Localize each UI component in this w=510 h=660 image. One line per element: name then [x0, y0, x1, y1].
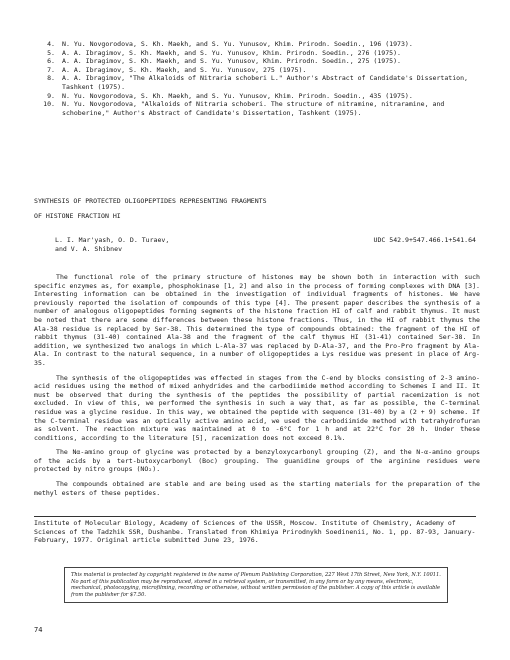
- article-body: [34, 273, 480, 503]
- reference-text: A. A. Ibragimov, S. Kh. Maekh, and S. Yu. Yunusov, Khim. Prirodn. Soedin., 275 (1975).: [62, 57, 401, 66]
- udc-code: UDC 542.9+547.466.1+541.64: [373, 236, 476, 244]
- reference-list: [34, 40, 474, 117]
- reference-text: N. Yu. Novgorodova, S. Kh. Maekh, and S. Yu. Yunusov, Khim. Prirodn. Soedin., 435 (1975).: [62, 91, 413, 100]
- reference-text: A. A. Ibragimov, S. Kh. Maekh, and S. Yu. Yunusov, 275 (1975).: [62, 65, 307, 74]
- body-paragraph-3: The Nα-amino group of glycine was protected by a benzyloxycarbonyl grouping (Z), and the N-α-amino groups of the acids by a tert-butoxycarbonyl (Boc) grouping. The guanidine groups of the arginine residues were protected by nitro groups (NO₂).: [34, 448, 480, 474]
- reference-number: 10.: [43, 100, 55, 109]
- article-title-line-2: OF HISTONE FRACTION HI: [34, 211, 121, 220]
- article-title-line-1: SYNTHESIS OF PROTECTED OLIGOPEPTIDES REPRESENTING FRAGMENTS: [34, 197, 267, 205]
- reference-number: 7.: [47, 65, 55, 74]
- body-paragraph-1: The functional role of the primary structure of histones may be shown both in interaction with such specific enzymes as, for example, phosphokinase [1, 2] and also in the process of forming complexes with DNA [3]. Interesting information can be obtained in the investigation of individual fragments of histones. We have previously reported the isolation of compounds of this type [4]. The present paper describes the synthesis of a number of analogous oligopeptides forming segments of the histone fraction HI of calf and rabbit thymus. It must be noted that there are some differences between these histone fractions. Thus, in the HI of rabbit thymus the Ala-38 residue is replaced by Ser-38. This determined the type of compounds obtained: the fragment of the HI of rabbit thymus (31-40) contained Ala-38 and the fragment of the calf thymus HI (31-41) contained Ser-38. In addition, we synthesized two analogs in which L-Ala-37 was replaced by D-Ala-37, and the Pro-Pro fragment by Ala-Ala. In contrast to the natural sequence, in a number of oligopeptides a Lys residue was present in place of Arg-35.: [34, 273, 480, 367]
- body-paragraph-4: The compounds obtained are stable and are being used as the starting materials for the preparation of the methyl esters of these peptides.: [34, 480, 480, 497]
- authors-line-2: and V. A. Shibnev: [55, 244, 123, 253]
- reference-text: N. Yu. Novgorodova, "Alkaloids of Nitraria schoberi. The structure of nitramine, nitraramine, and schoberine," Author's Abstract of Candidate's Dissertation, Tashkent (1975).: [62, 100, 445, 117]
- copyright-notice: This material is protected by copyright registered in the name of Plenum Publishing Corporation, 227 West 17th Street, New York, N.Y. 10011. No part of this publication may be reproduced, stored in a retrieval system, or transmitted, in any form or by any means, electronic, mechanical, photocopying, microfilming, recording or otherwise, without written permission of the publisher. A copy of this article is available from the publisher for $7.50.: [64, 567, 448, 603]
- reference-item: [34, 66, 474, 75]
- author-list: [55, 236, 315, 253]
- authors-line-1: L. I. Mar'yash, O. D. Turaev,: [55, 236, 170, 244]
- reference-item: [34, 57, 474, 66]
- reference-number: 4.: [47, 40, 55, 48]
- footnote-divider: [34, 516, 476, 517]
- reference-text: A. A. Ibragimov, S. Kh. Maekh, and S. Yu. Yunusov, Khim. Prirodn. Soedin., 276 (1975).: [62, 48, 401, 57]
- article-title: [34, 197, 474, 220]
- reference-number: 6.: [47, 57, 55, 66]
- reference-item: [34, 49, 474, 58]
- reference-number: 8.: [47, 74, 55, 83]
- reference-item: [34, 74, 474, 91]
- reference-number: 9.: [47, 91, 55, 100]
- reference-item: [34, 100, 474, 117]
- reference-item: [34, 92, 474, 101]
- reference-item: [34, 40, 474, 49]
- reference-number: 5.: [47, 48, 55, 57]
- reference-text: N. Yu. Novgorodova, S. Kh. Maekh, and S. Yu. Yunusov, Khim. Prirodn. Soedin., 196 (1973).: [62, 40, 413, 48]
- reference-text: A. A. Ibragimov, "The Alkaloids of Nitraria schoberi L." Author's Abstract of Candidate's Dissertation, Tashkent (1975).: [62, 74, 468, 91]
- affiliation-footnote: Institute of Molecular Biology, Academy of Sciences of the USSR, Moscow. Institute of Chemistry, Academy of Sciences of the Tadzhik SSR, Dushanbe. Translated from Khimiya Prirodnykh Soedinenii, No. 1, pp. 87-93, January-February, 1977. Original article submitted June 23, 1976.: [34, 519, 476, 545]
- body-paragraph-2: The synthesis of the oligopeptides was effected in stages from the C-end by blocks consisting of 2-3 amino-acid residues using the method of mixed anhydrides and the carbodiimide method according to Schemes I and II. It must be observed that during the synthesis of the peptides the possibility of partial racemization is not excluded. In view of this, we performed the synthesis in such a way that, as far as possible, the C-terminal residue was a glycine residue. In this way, we obtained the peptide with sequence (31-40) by a (2 + 9) scheme. If the C-terminal residue was an optically active amino acid, we used the carbodiimide method with tetrahydrofuran as solvent. The reaction mixture was maintained at 0 to -6°C for 1 h and at 22°C for 20 h. Under these conditions, according to the literature [5], racemization does not exceed 0.1%.: [34, 373, 480, 442]
- page-number: 74: [34, 626, 43, 634]
